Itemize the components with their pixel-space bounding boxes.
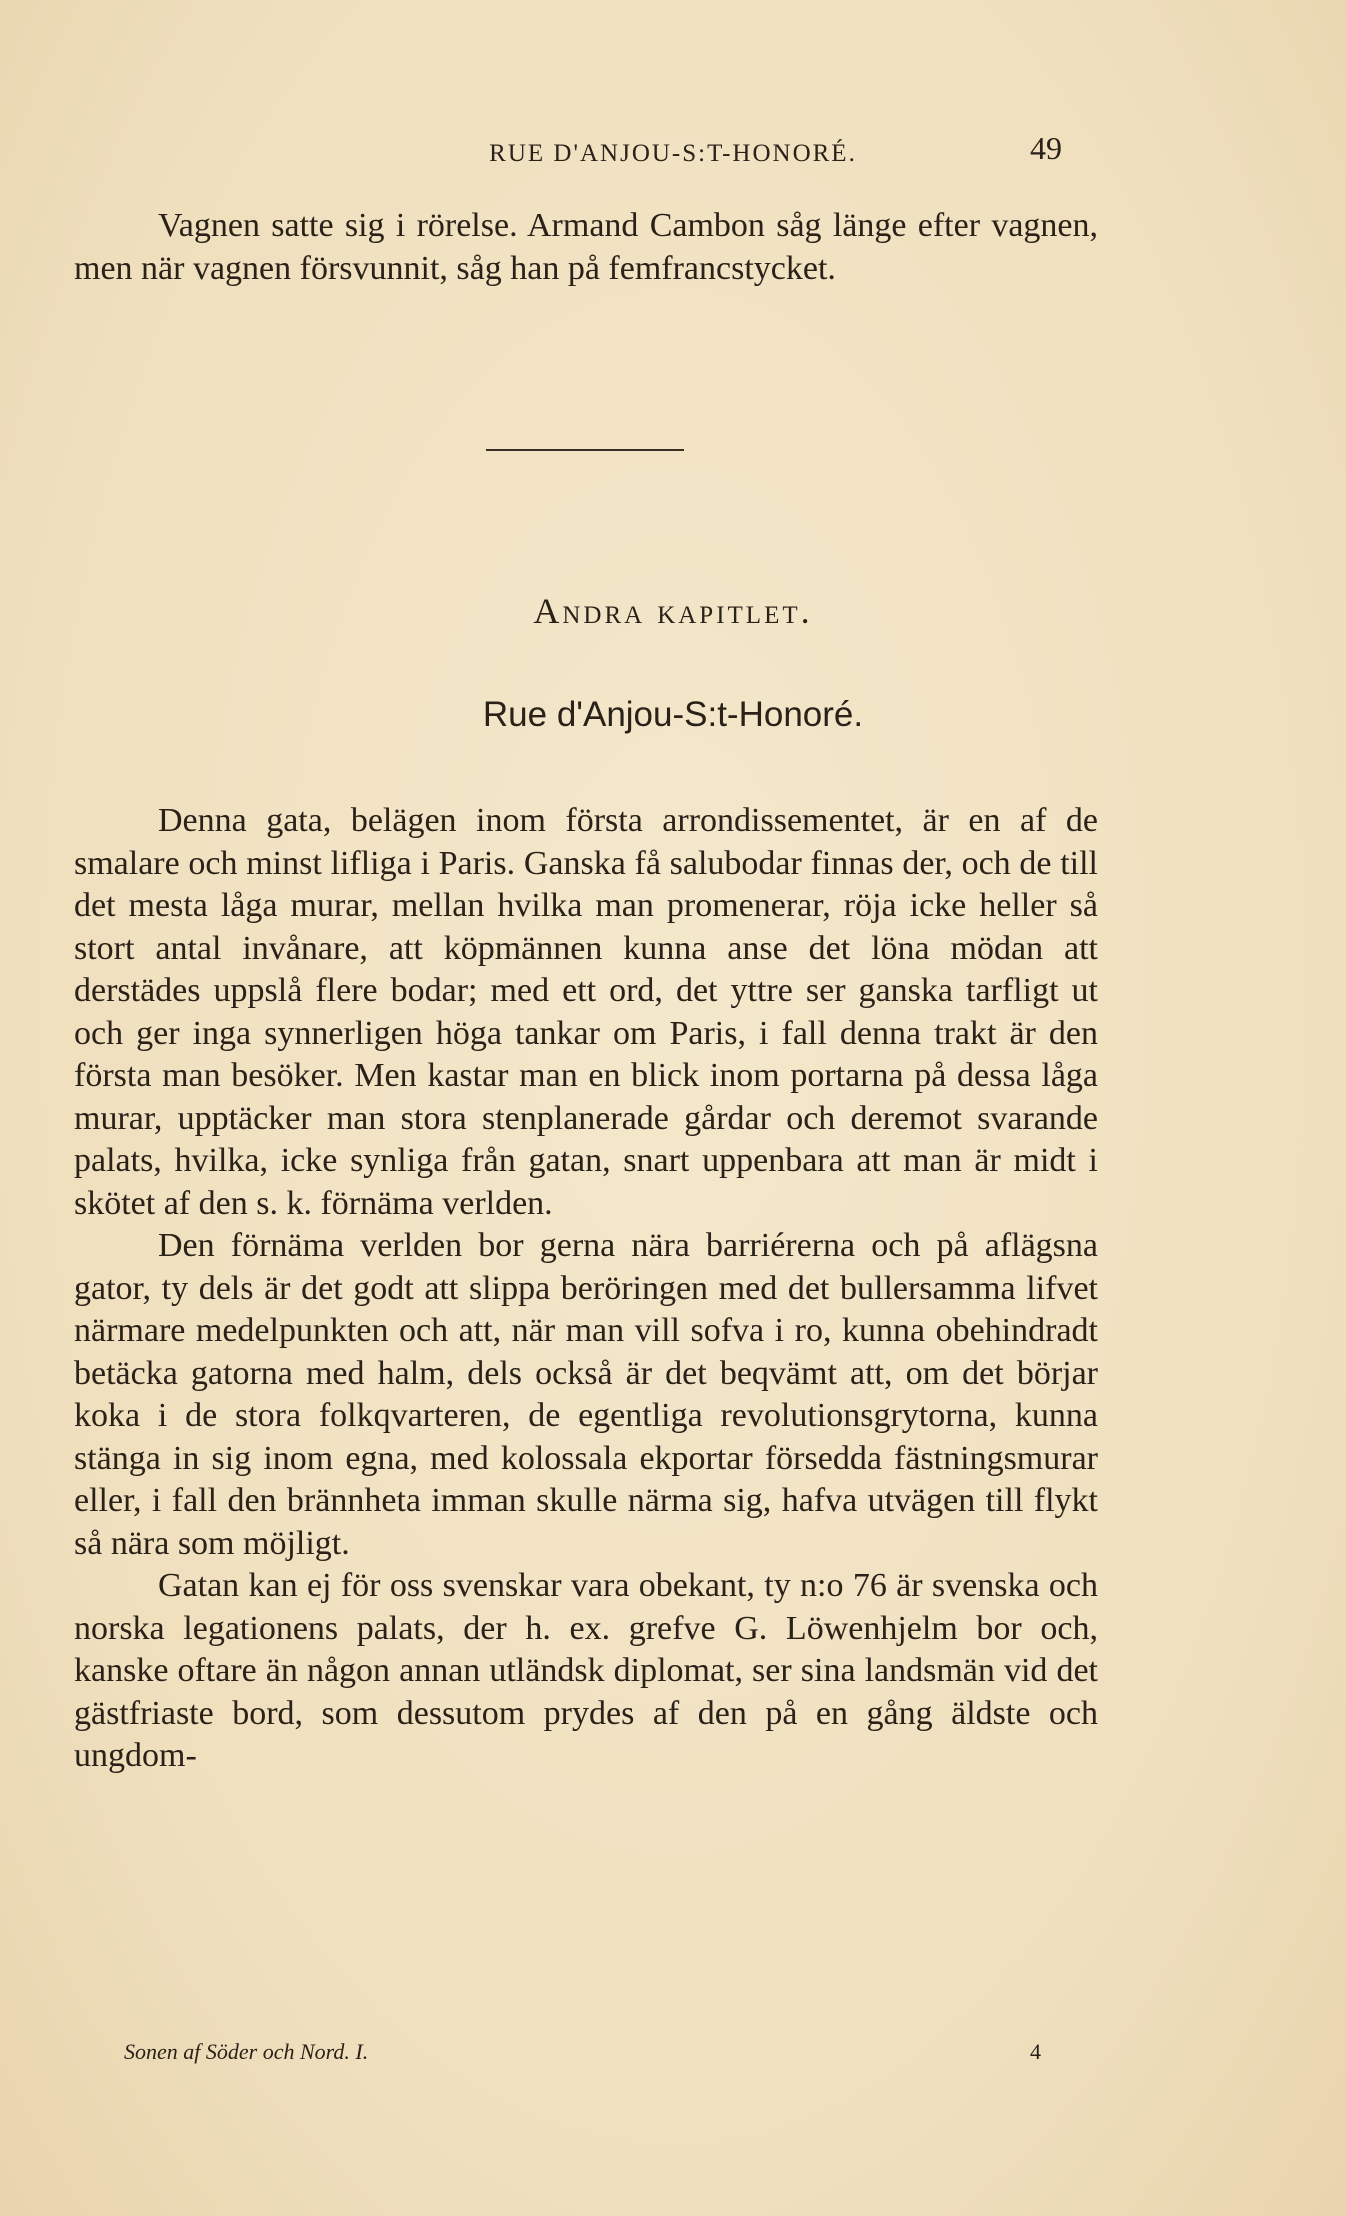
body-paragraph-1: Denna gata, belägen inom första arrondissementet, är en af de smalare och minst lifliga i Paris. Ganska få salubodar finnas der, och de till det mesta låga murar, mellan hvilka man promenerar, röja icke heller så stort antal invånare, att köpmännen kunna anse det löna mödan att derstädes uppslå flere bodar; med ett ord, det yttre ser ganska tarfligt ut och ger inga synnerligen höga tankar om Paris, i fall denna trakt är den första man besöker. Men kastar man en blick inom portarna på dessa låga murar, upptäcker man stora stenplanerade gårdar och deremot svarande palats, hvilka, icke synliga från gatan, snart uppenbara att man är midt i skötet af den s. k. förnäma verlden. — [74, 802, 1098, 1222]
page-number: 49 — [1030, 130, 1062, 166]
body-paragraph-3: Gatan kan ej för oss svenskar vara obekant, ty n:o 76 är svenska och norska legationens palats, der h. ex. grefve G. Löwenhjelm bor och, kanske oftare än någon annan utländsk diplomat, ser sina landsmän vid det gästfriaste bord, som dessutom prydes af den på en gång äldste och ungdom- — [74, 1567, 1098, 1774]
body-paragraph-2: Den förnäma verlden bor gerna nära barriérerna och på aflägsna gator, ty dels är det godt att slippa beröringen med det bullersamma lifvet närmare medelpunkten och att, när man vill sofva i ro, kunna obehindradt betäcka gatorna med halm, dels också är det beqvämt att, om det börjar koka i de stora folkqvarteren, de egentliga revolutionsgrytorna, kunna stänga in sig inom egna, med kolossala ekportar försedda fästningsmurar eller, i fall den brännheta imman skulle närma sig, hafva utvägen till flykt så nära som möjligt. — [74, 1227, 1098, 1562]
chapter-body — [74, 800, 1098, 1778]
intro-paragraph: Vagnen satte sig i rörelse. Armand Cambon såg länge efter vagnen, men när vagnen försvunnit, såg han på femfrancstycket. — [74, 207, 1098, 287]
chapter-title: Rue d'Anjou-S:t-Honoré. — [482, 695, 864, 734]
intro-paragraph-block — [74, 205, 1098, 290]
chapter-heading: Andra kapitlet. — [533, 591, 813, 631]
footer-signature-mark: 4 — [1030, 2039, 1041, 2064]
running-header-title: RUE D'ANJOU-S:T-HONORÉ. — [489, 140, 857, 167]
footer-source-title: Sonen af Söder och Nord. I. — [124, 2039, 369, 2064]
section-divider — [486, 449, 684, 451]
